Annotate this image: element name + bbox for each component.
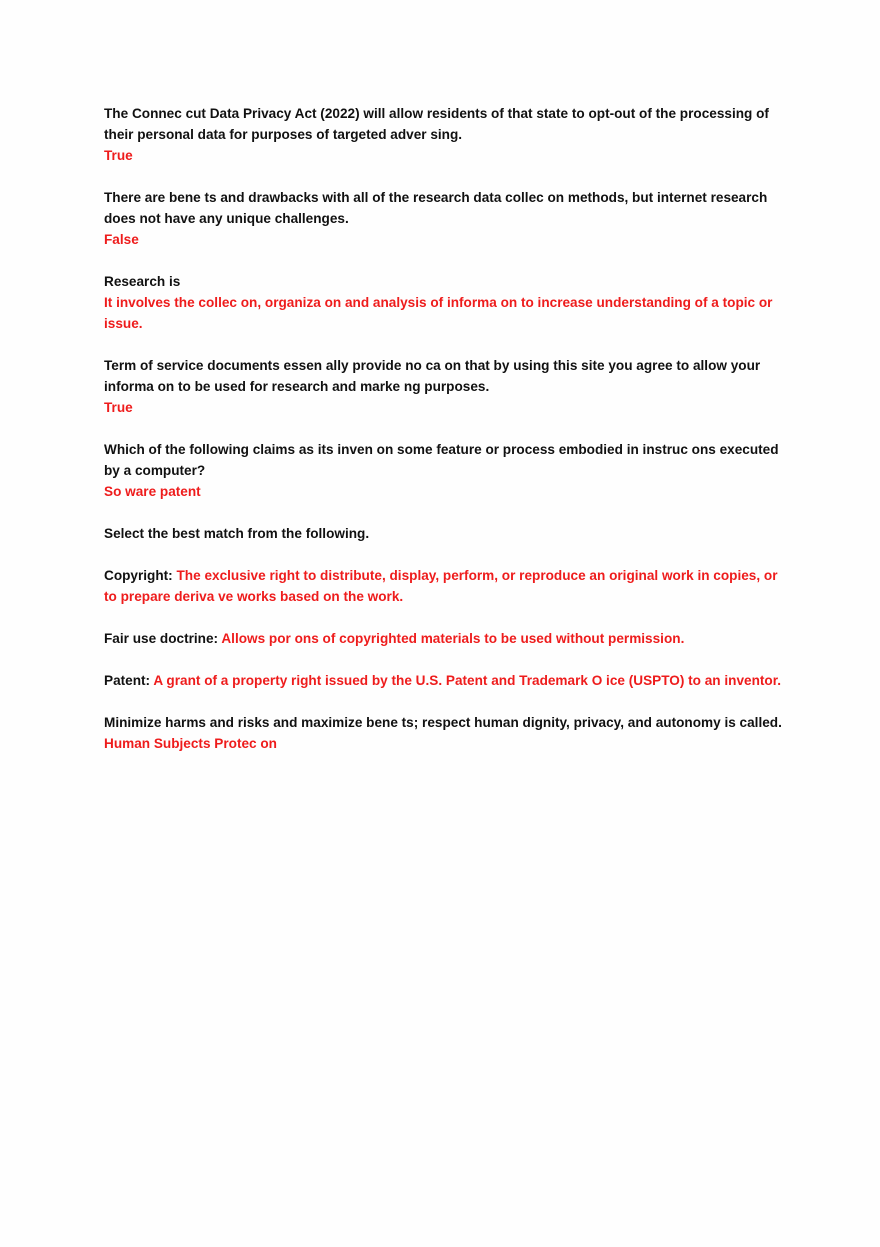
question-text: Term of service documents essen ally provide no ca on that by using this site you agree to allow your informa on to be used for research and marke ng purposes.	[104, 358, 761, 394]
answer-text: True	[104, 400, 133, 415]
qa-item-human-subjects	[104, 712, 784, 754]
matching-prompt	[104, 523, 784, 544]
match-pair-patent	[104, 670, 784, 691]
qa-item-terms-of-service	[104, 355, 784, 418]
match-term: Fair use doctrine:	[104, 631, 222, 646]
match-definition: Allows por ons of copyrighted materials to be used without permission.	[221, 631, 685, 646]
question-text: There are bene ts and drawbacks with all of the research data collec on methods, but internet research does not have any unique challenges.	[104, 190, 768, 226]
qa-item-ct-privacy	[104, 103, 784, 166]
match-pair-fair-use	[104, 628, 784, 649]
match-term: Copyright:	[104, 568, 177, 583]
document-content	[104, 103, 784, 775]
qa-item-internet-research	[104, 187, 784, 250]
question-text: Which of the following claims as its inven on some feature or process embodied in instruc ons executed by a computer?	[104, 442, 779, 478]
match-pair-copyright	[104, 565, 784, 607]
answer-text: So ware patent	[104, 484, 201, 499]
answer-text: True	[104, 148, 133, 163]
question-text: The Connec cut Data Privacy Act (2022) will allow residents of that state to opt-out of the processing of their personal data for purposes of targeted adver sing.	[104, 106, 769, 142]
match-term: Patent:	[104, 673, 154, 688]
qa-item-software-patent	[104, 439, 784, 502]
question-text: Minimize harms and risks and maximize bene ts; respect human dignity, privacy, and autonomy is called.	[104, 715, 782, 730]
answer-text: Human Subjects Protec on	[104, 736, 277, 751]
question-text: Research is	[104, 274, 181, 289]
answer-text: False	[104, 232, 139, 247]
matching-prompt-text: Select the best match from the following.	[104, 526, 370, 541]
answer-text: It involves the collec on, organiza on and analysis of informa on to increase understanding of a topic or issue.	[104, 295, 773, 331]
match-definition: A grant of a property right issued by the U.S. Patent and Trademark O ice (USPTO) to an inventor.	[153, 673, 782, 688]
match-definition: The exclusive right to distribute, display, perform, or reproduce an original work in copies, or to prepare deriva ve works based on the work.	[104, 568, 778, 604]
qa-item-research-is	[104, 271, 784, 334]
